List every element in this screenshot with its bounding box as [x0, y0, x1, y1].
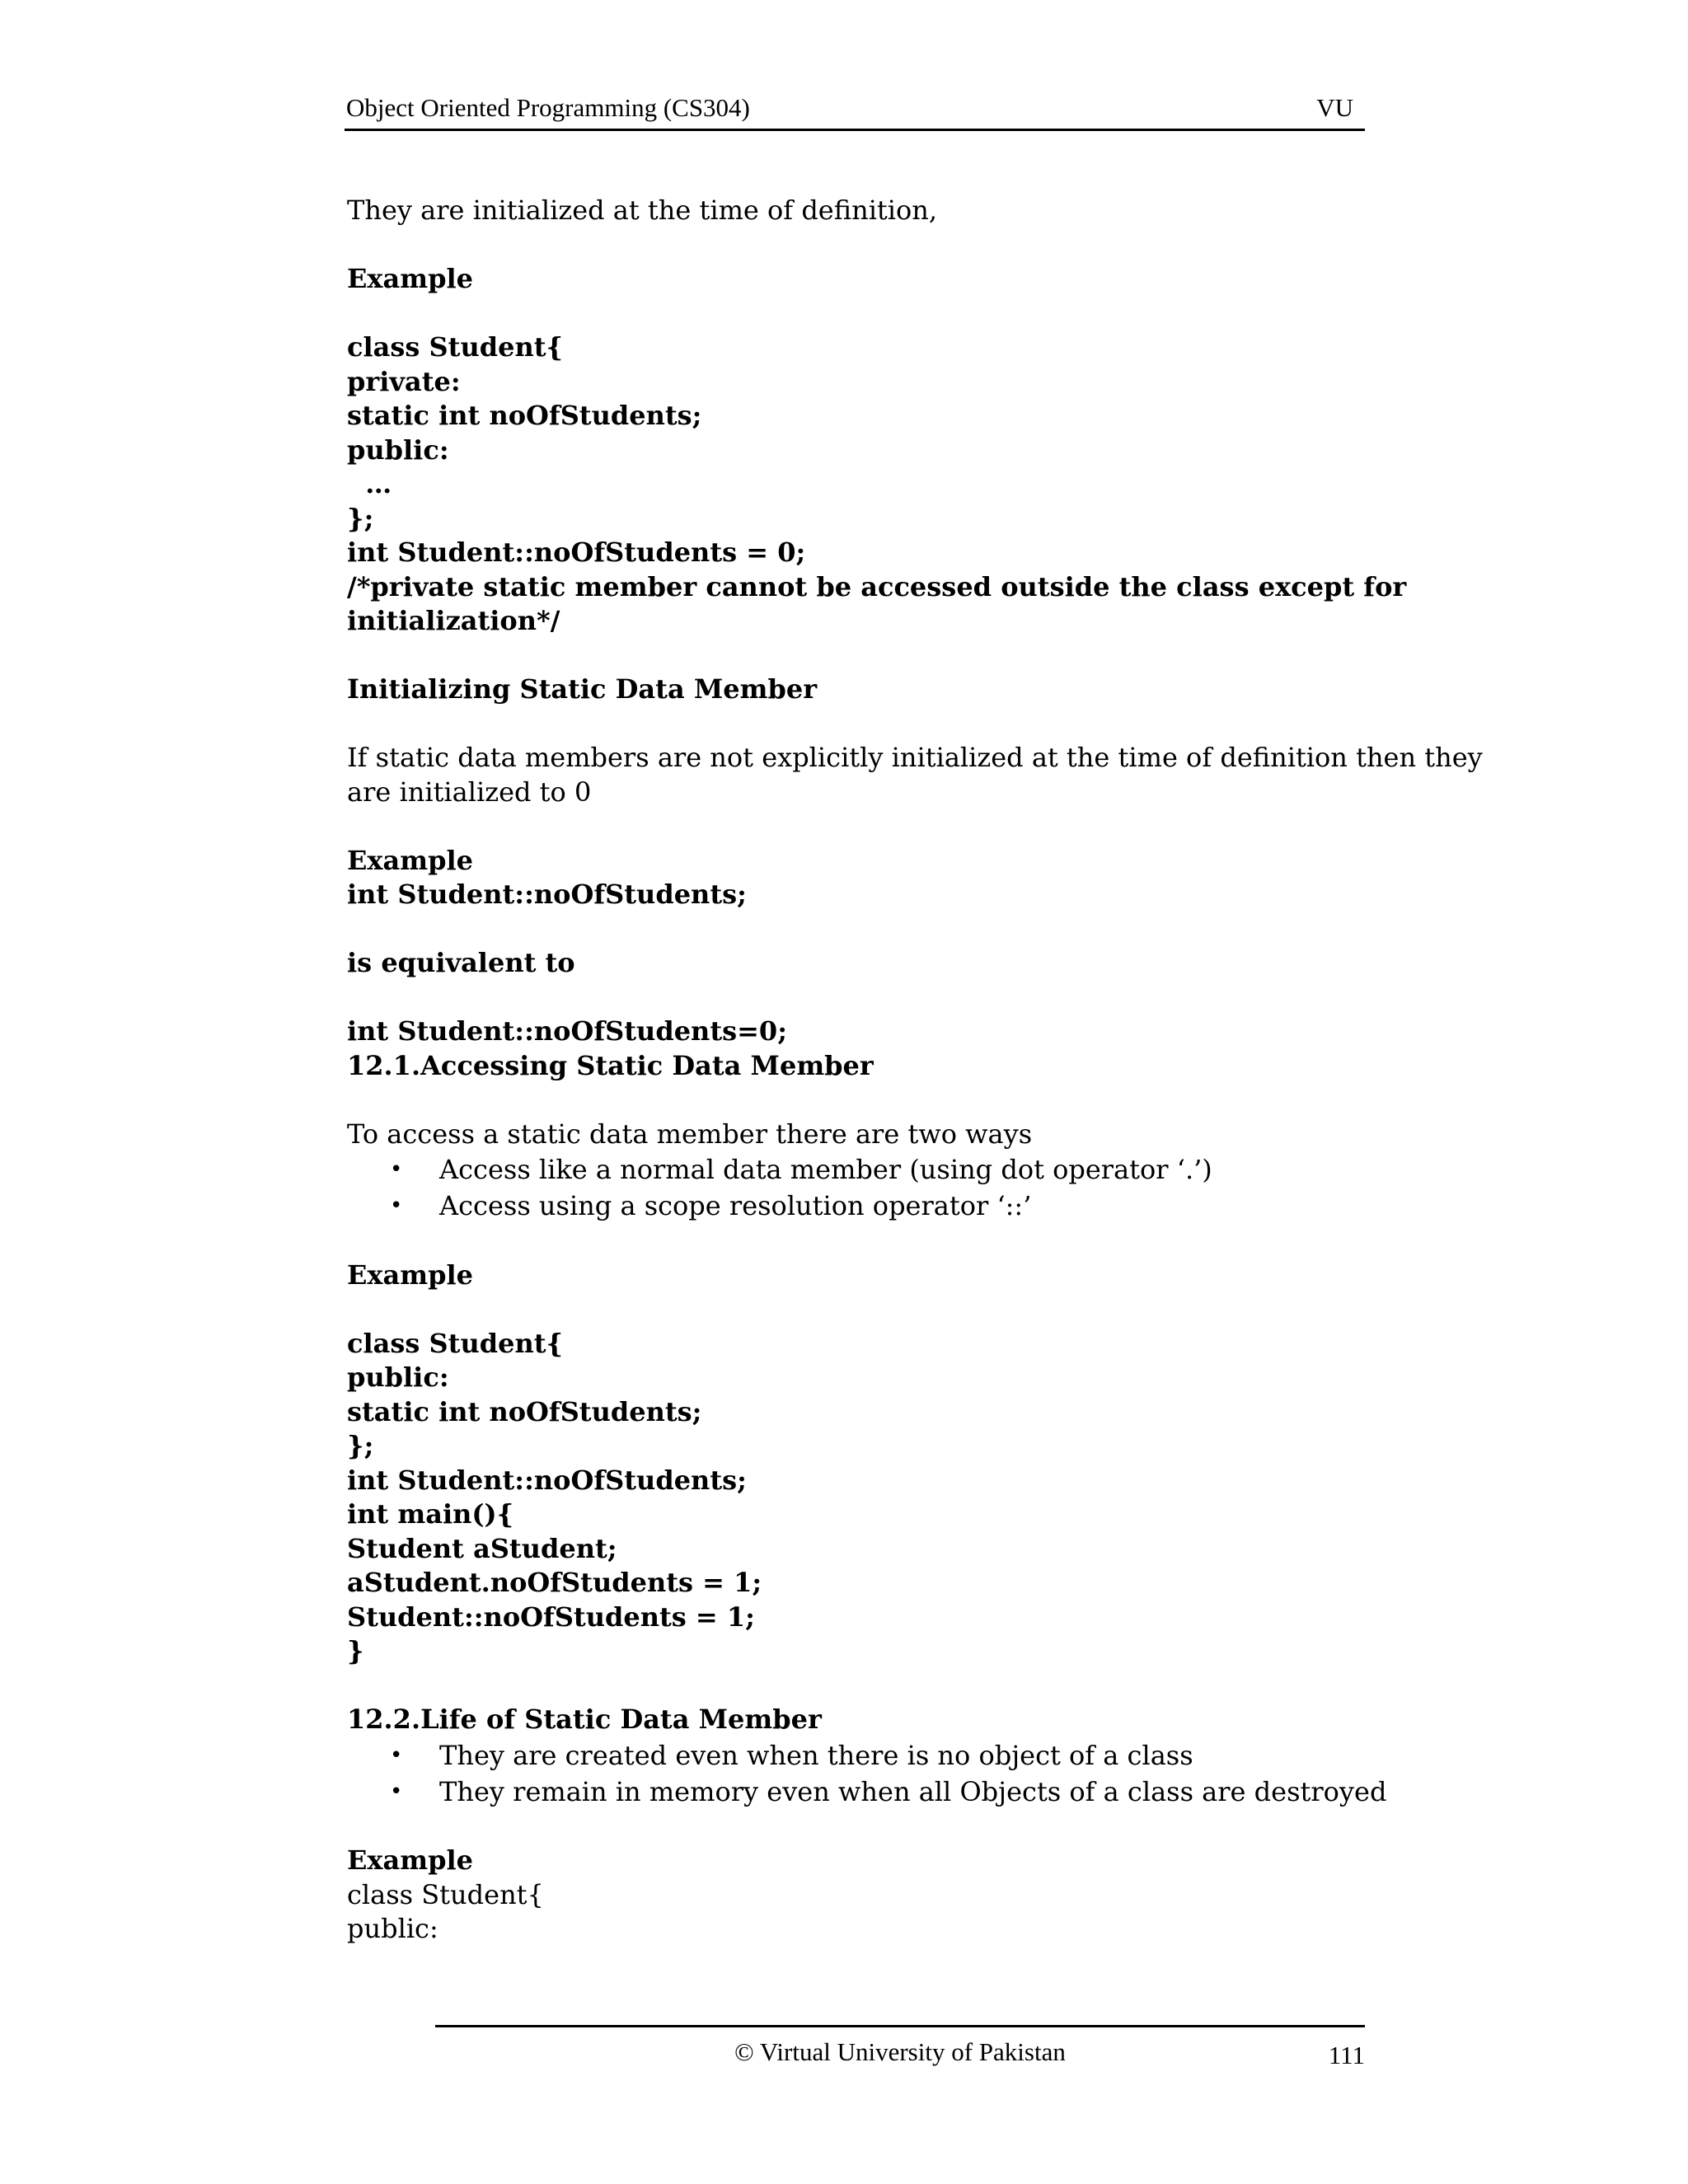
code-line: public: [347, 1361, 449, 1393]
list-item: • They are created even when there is no object of a class [347, 1737, 1418, 1774]
intro-line: They are initialized at the time of definition, [347, 194, 938, 226]
code-line: class Student{ [347, 331, 564, 363]
page-footer [435, 2025, 1365, 2077]
course-title: Object Oriented Programming (CS304) [346, 93, 750, 122]
code-block-2 [347, 1327, 1418, 1669]
list-item: • Access using a scope resolution operator ‘::’ [347, 1188, 1418, 1224]
code-line: }; [347, 1430, 374, 1461]
code-line: initialization*/ [347, 605, 560, 636]
access-bullet-list [347, 1151, 1418, 1224]
code-block-1 [347, 330, 1418, 639]
code-line: int Student::noOfStudents; [347, 1464, 747, 1496]
institute-short: VU [1316, 93, 1353, 122]
code-line: private: [347, 365, 461, 397]
example-label: Example [347, 263, 473, 294]
code-line: Student::noOfStudents = 1; [347, 1601, 755, 1633]
section-heading-init: Initializing Static Data Member [347, 673, 818, 705]
equivalent-label: is equivalent to [347, 947, 575, 978]
init-example-code: int Student::noOfStudents; [347, 879, 747, 910]
code-line: aStudent.noOfStudents = 1; [347, 1567, 762, 1598]
code-line: }; [347, 502, 374, 534]
bullet-icon: • [390, 1779, 403, 1804]
code-line: static int noOfStudents; [347, 400, 702, 431]
bullet-icon: • [390, 1742, 403, 1768]
list-item: • They remain in memory even when all Objects of a class are destroyed [347, 1774, 1418, 1810]
page-number: 111 [1328, 2041, 1365, 2069]
code-line: Student aStudent; [347, 1532, 617, 1564]
init-paragraph-line: If static data members are not explicitly initialized at the time of definition then they [347, 742, 1483, 773]
code-line: static int noOfStudents; [347, 1395, 702, 1427]
code-line: } [347, 1635, 364, 1666]
copyright-text: © Virtual University of Pakistan [734, 2037, 1066, 2066]
list-item: • Access like a normal data member (using dot operator ‘.’) [347, 1151, 1418, 1188]
example-label: Example [347, 844, 473, 876]
page-header [345, 89, 1365, 131]
init-paragraph-line: are initialized to 0 [347, 776, 592, 808]
code-line: class Student{ [347, 1878, 544, 1910]
bullet-icon: • [390, 1157, 403, 1182]
code-line: public: [347, 1913, 438, 1944]
access-intro: To access a static data member there are two ways [347, 1118, 1033, 1150]
code-line: /*private static member cannot be accessed outside the class except for [347, 570, 1407, 602]
section-heading-life: 12.2.Life of Static Data Member [347, 1704, 822, 1735]
life-bullet-list [347, 1737, 1418, 1810]
page-content [347, 194, 1483, 1947]
code-line: class Student{ [347, 1327, 564, 1359]
code-line: … [347, 468, 392, 499]
code-line: int main(){ [347, 1498, 514, 1530]
example-label: Example [347, 1258, 473, 1291]
code-line: public: [347, 434, 449, 466]
equivalent-code: int Student::noOfStudents=0; [347, 1015, 787, 1047]
code-line: int Student::noOfStudents = 0; [347, 537, 806, 568]
section-heading-access: 12.1.Accessing Static Data Member [347, 1049, 874, 1081]
bullet-icon: • [390, 1193, 403, 1218]
example-label: Example [347, 1844, 473, 1876]
